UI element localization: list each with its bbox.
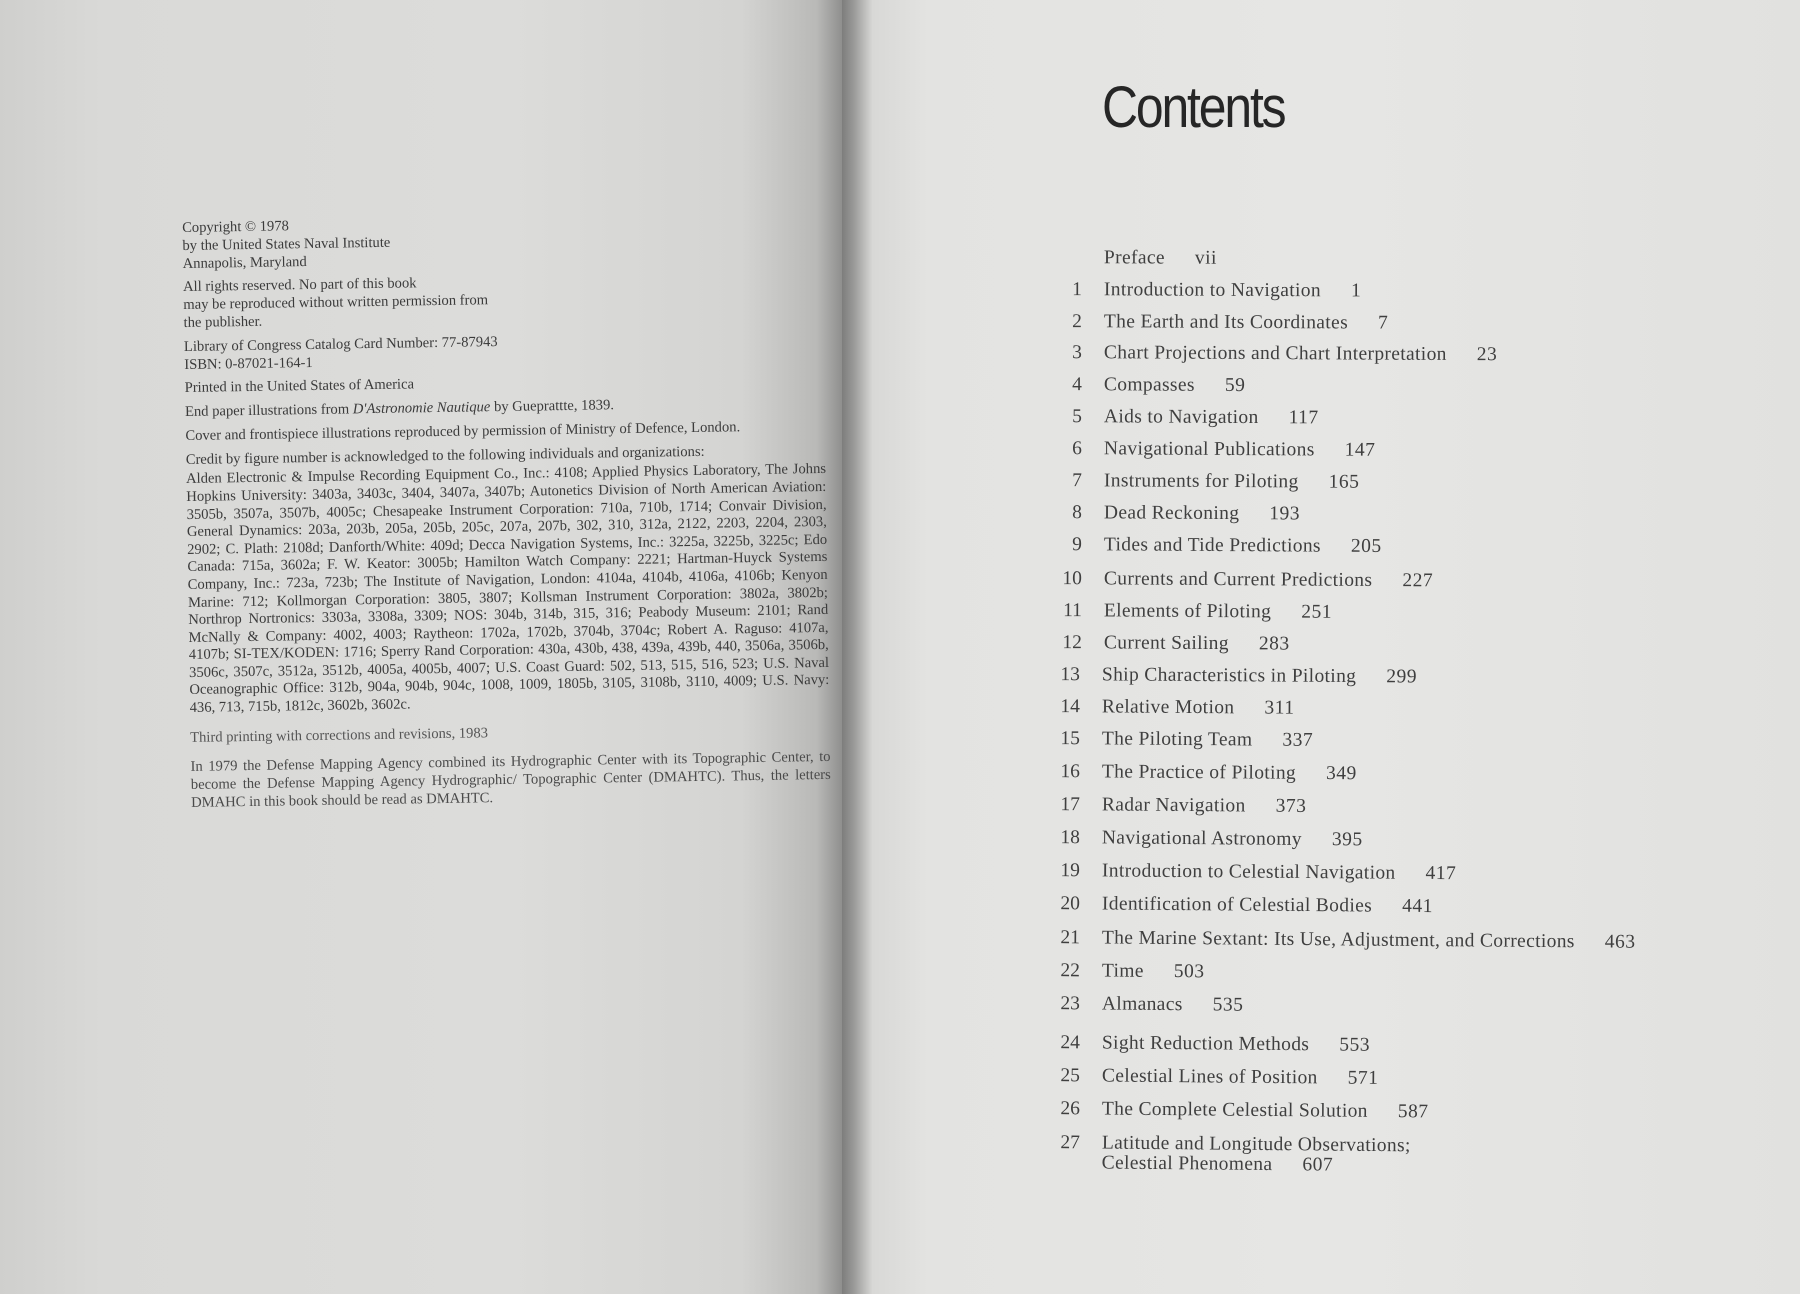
toc-entry-page: 337	[1282, 729, 1314, 751]
toc-entry-number: 24	[1060, 1032, 1080, 1054]
toc-entry-page: 59	[1224, 374, 1246, 396]
toc-entry-page: 117	[1288, 407, 1319, 429]
toc-entry-page: 607	[1302, 1154, 1334, 1176]
toc-entry	[1048, 342, 1497, 366]
toc-entry	[1048, 534, 1382, 558]
toc-entry	[1048, 374, 1246, 397]
toc-entry-number: 25	[1060, 1065, 1080, 1087]
toc-entry	[1046, 860, 1457, 885]
toc-entry	[1046, 728, 1313, 752]
toc-entry-title-continued: Celestial Phenomena	[1101, 1152, 1273, 1176]
toc-entry-number: 8	[1072, 502, 1082, 524]
toc-entry-page: 587	[1397, 1101, 1429, 1123]
toc-entry-title: Latitude and Longitude Observations;	[1101, 1132, 1411, 1157]
toc-entry	[1048, 311, 1388, 335]
toc-entry-title: Tides and Tide Predictions	[1103, 534, 1321, 557]
toc-entry-page: 299	[1386, 666, 1418, 688]
toc-entry-title: Navigational Publications	[1103, 438, 1315, 461]
toc-entry-number: 16	[1060, 761, 1080, 783]
toc-entry-title: Instruments for Piloting	[1103, 470, 1299, 493]
toc-entry-number: 6	[1072, 438, 1082, 460]
toc-entry-page: 227	[1402, 570, 1434, 592]
toc-entry-number: 23	[1060, 993, 1080, 1015]
toc-entry-number: 17	[1060, 794, 1080, 816]
copyright-notice: Copyright © 1978 by the United States Naval Institute Annapolis, Maryland	[182, 218, 391, 272]
toc-entry-page: 441	[1402, 895, 1433, 918]
toc-entry	[1046, 1065, 1379, 1090]
catalog-isbn: Library of Congress Catalog Card Number: 77-87943 ISBN: 0-87021-164-1	[183, 333, 498, 373]
toc-entry	[1046, 1132, 1411, 1177]
toc-entry-number: 1	[1072, 279, 1082, 301]
toc-entry-title: Celestial Lines of Position	[1101, 1065, 1318, 1089]
toc-entry-title: The Piloting Team	[1101, 728, 1253, 751]
toc-entry	[1048, 406, 1319, 429]
toc-entry-number: 22	[1060, 960, 1080, 982]
toc-entry-title: Aids to Navigation	[1103, 406, 1259, 429]
toc-entry	[1046, 993, 1244, 1017]
toc-entry-page: 395	[1331, 829, 1363, 851]
toc-entry-title: Current Sailing	[1103, 632, 1229, 655]
toc-entry	[1048, 632, 1290, 656]
end-paper-suffix: by Gueprattte, 1839.	[490, 397, 615, 416]
toc-entry-title: The Practice of Piloting	[1101, 761, 1297, 784]
toc-entry-number: 27	[1060, 1132, 1080, 1154]
toc-entry-title: Relative Motion	[1101, 696, 1235, 719]
toc-entry	[1046, 893, 1433, 918]
toc-entry-number: 26	[1060, 1098, 1080, 1120]
toc-entry-title: Preface	[1103, 247, 1165, 269]
toc-entry	[1048, 470, 1360, 494]
toc-entry-title: Dead Reckoning	[1103, 502, 1240, 525]
toc-entry-title: Introduction to Navigation	[1103, 279, 1322, 302]
toc-entry-page: 571	[1347, 1067, 1379, 1089]
toc-entry-number: 14	[1060, 696, 1080, 718]
toc-entry	[1046, 794, 1307, 818]
toc-entry	[1048, 568, 1433, 592]
toc-entry-page: 147	[1344, 439, 1376, 461]
toc-entry-title: Ship Characteristics in Piloting	[1101, 664, 1357, 688]
toc-entry-title: Currents and Current Predictions	[1103, 568, 1373, 591]
toc-entry-page: 349	[1325, 763, 1357, 785]
toc-entry-page: 7	[1377, 312, 1389, 334]
toc-entry-number: 12	[1062, 632, 1082, 654]
toc-entry	[1046, 696, 1295, 720]
third-printing: Third printing with corrections and revisions, 1983	[190, 724, 489, 746]
toc-entry-title: Time	[1101, 960, 1144, 982]
end-paper-title: D'Astronomie Nautique	[352, 399, 491, 418]
toc-entry-title: Almanacs	[1101, 993, 1183, 1016]
toc-entry-title: Sight Reduction Methods	[1101, 1032, 1310, 1056]
toc-entry	[1046, 1098, 1429, 1123]
credit-intro: Credit by figure number is acknowledged to the following individuals and organizations:	[185, 443, 705, 468]
toc-entry	[1048, 438, 1376, 462]
dmahtc-note: In 1979 the Defense Mapping Agency combined its Hydrographic Center with its Topographic Center, to become the Defense Mapping Agency Hydrographic/ Topographic Center (DMAHTC). Thus, the letters DMAHC in this book should be read as DMAHTC.	[190, 749, 831, 811]
toc-entry-title: The Earth and Its Coordinates	[1103, 311, 1349, 334]
copyright-text-block	[182, 210, 831, 819]
toc-entry-title: Identification of Celestial Bodies	[1101, 893, 1373, 917]
toc-entry-page: 463	[1604, 931, 1636, 953]
toc-entry-page: vii	[1194, 247, 1217, 269]
toc-entry-page: 251	[1301, 601, 1333, 623]
toc-entry-number: 10	[1062, 568, 1082, 590]
toc-entry-number: 13	[1060, 664, 1080, 686]
toc-entry	[1046, 827, 1363, 851]
toc-entry-page: 283	[1258, 633, 1290, 655]
toc-entry-page: 503	[1173, 961, 1205, 983]
toc-entry-number: 3	[1072, 342, 1082, 364]
toc-entry-number: 18	[1060, 827, 1080, 849]
toc-entry-title: Compasses	[1103, 374, 1195, 396]
toc-entry	[1048, 600, 1332, 624]
cover-credit: Cover and frontispiece illustrations reproduced by permission of Ministry of Defence, London.	[185, 419, 741, 444]
toc-entry-number: 7	[1072, 470, 1082, 492]
toc-entry	[1048, 279, 1361, 302]
toc-entry-page: 193	[1269, 503, 1301, 525]
toc-entry-title: Introduction to Celestial Navigation	[1101, 860, 1396, 884]
toc-entry-title: The Marine Sextant: Its Use, Adjustment, and Corrections	[1101, 927, 1575, 953]
end-paper-prefix: End paper illustrations from	[184, 401, 353, 421]
toc-entry-number: 9	[1072, 534, 1082, 556]
end-paper-credit	[185, 394, 825, 422]
toc-entry-page: 165	[1328, 471, 1360, 493]
toc-entry-page: 535	[1212, 994, 1244, 1016]
toc-entry-page: 23	[1476, 344, 1498, 366]
toc-entry-number: 15	[1060, 728, 1080, 750]
toc-entry	[1046, 960, 1205, 983]
printed-in: Printed in the United States of America	[184, 376, 415, 397]
toc-entry-page: 553	[1339, 1034, 1371, 1056]
toc-entry-number: 2	[1072, 311, 1082, 333]
contents-heading: Contents	[1102, 75, 1285, 140]
toc-entry-page: 1	[1350, 280, 1362, 302]
toc-entry-title: Radar Navigation	[1101, 794, 1246, 817]
book-gutter	[842, 0, 872, 1294]
toc-entry-page: 205	[1350, 535, 1382, 557]
toc-entry-page: 311	[1264, 697, 1295, 719]
toc-entry-number: 21	[1060, 927, 1080, 949]
toc-entry-number: 11	[1063, 600, 1082, 622]
toc-entry-title: Elements of Piloting	[1103, 600, 1272, 623]
toc-entry	[1048, 502, 1300, 525]
toc-entry-title: Navigational Astronomy	[1101, 827, 1302, 850]
toc-entry-number: 5	[1072, 406, 1082, 428]
toc-entry	[1046, 761, 1357, 785]
toc-entry-page: 417	[1425, 862, 1457, 885]
toc-entry-number: 19	[1060, 860, 1080, 882]
toc-entry	[1046, 1032, 1370, 1057]
toc-entry-title: Chart Projections and Chart Interpretation	[1103, 342, 1447, 365]
toc-entry-number: 20	[1060, 893, 1080, 915]
toc-entry-title: The Complete Celestial Solution	[1101, 1098, 1368, 1122]
left-page-copyright	[0, 0, 842, 1294]
rights-notice: All rights reserved. No part of this book may be reproduced without written permission from the publisher.	[182, 275, 489, 331]
toc-entry-page: 373	[1275, 795, 1307, 817]
toc-entry	[1048, 247, 1217, 270]
toc-entry	[1046, 664, 1417, 688]
figure-credits: Alden Electronic & Impulse Recording Equipment Co., Inc.: 4108; Applied Physics Laboratory, The Johns Hopkins University: 3403a, 3403c, 3404, 3407a, 3407b; Autonetics Division of North American Aviation: 3505b, 3507a, 3507b, 4005c; Chesapeake Instrument Corporation: 710a, 710b, 1714; Convair Division, General Dynamics: 203a, 203b, 205a, 205b, 205c, 207a, 207b, 302, 310, 312a, 2122, 2203, 2204, 2303, 2902; C. Plath: 2108d; Danforth/White: 409d; Decca Navigation Systems, Inc.: 3225a, 3225b, 3225c; Edo Canada: 715a, 3602a; F. W. Keator: 3005b; Hamilton Watch Company: 2221; Hartman-Huyck Systems Company, Inc.: 723a, 723b; The Institute of Navigation, London: 4104a, 4104b, 4106a, 4106b; Kenyon Marine: 712; Kollmorgan Corporation: 3805, 3807; Kollsman Instrument Corporation: 3802a, 3802b; Northrop Nortronics: 3303a, 3308a, 3309; NOS: 304b, 314b, 315, 316; Peabody Museum: 2101; Rand McNally & Company: 4002, 4003; Raytheon: 1702a, 1702b, 3704b, 3704c; Robert A. Raguso: 4107a, 4107b; SI-TEX/KODEN: 1716; Sperry Rand Corporation: 430a, 430b, 438, 439a, 439b, 440, 3506a, 3506b, 3506c, 3507c, 3512a, 3512b, 4005a, 4005b, 4007; U.S. Coast Guard: 502, 513, 515, 516, 523; U.S. Naval Oceanographic Office: 312b, 904a, 904b, 904c, 1008, 1009, 1805b, 3105, 3108b, 3110, 4009; U.S. Navy: 436, 713, 715b, 1812c, 3602b, 3602c.	[185, 461, 830, 717]
toc-entry-number: 4	[1072, 374, 1082, 396]
